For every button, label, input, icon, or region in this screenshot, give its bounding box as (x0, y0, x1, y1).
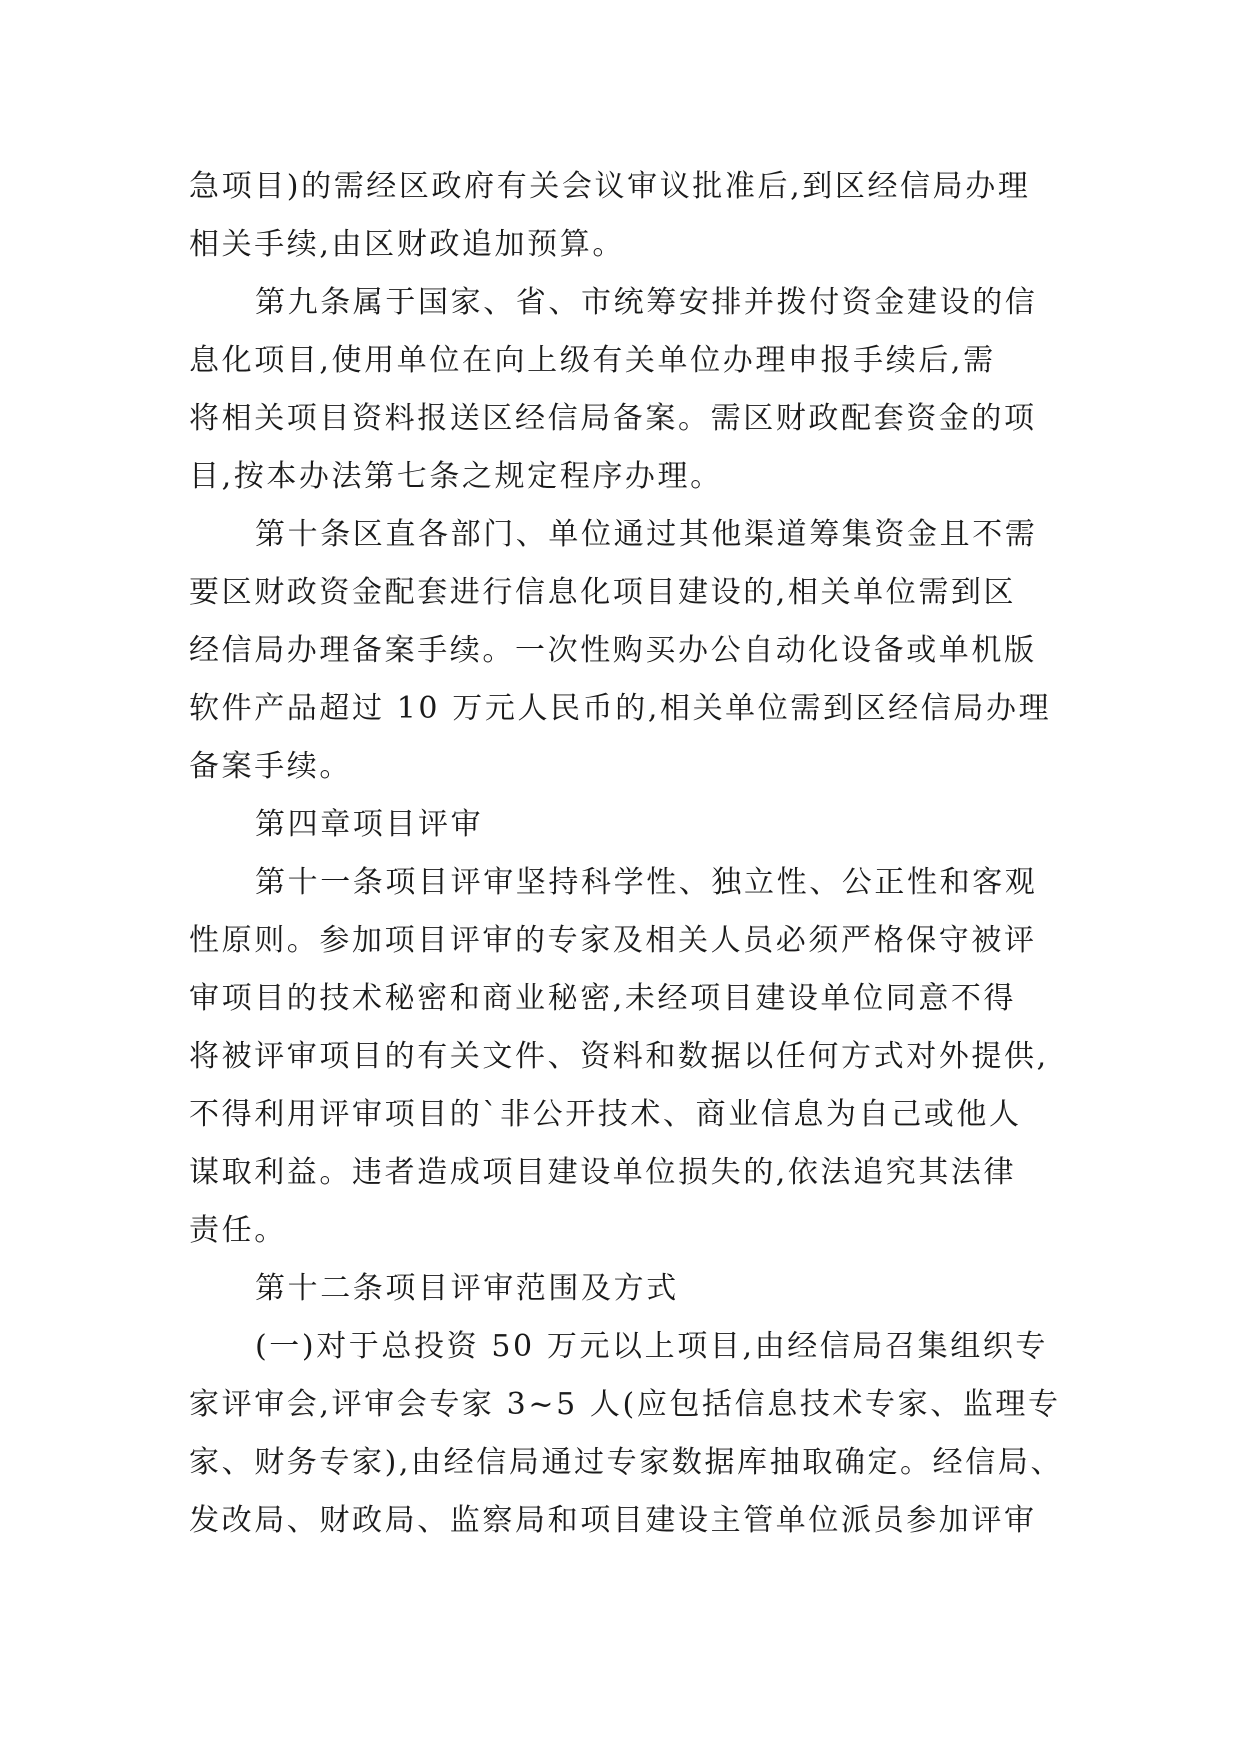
paragraph-start-article-9: 第九条属于国家、省、市统筹安排并拨付资金建设的信 (255, 285, 1038, 320)
text-line: 谋取利益。违者造成项目建设单位损失的,依法追究其法律 (189, 1155, 1017, 1190)
text-line: 将被评审项目的有关文件、资料和数据以任何方式对外提供, (189, 1039, 1049, 1074)
text-line: 经信局办理备案手续。一次性购买办公自动化设备或单机版 (189, 633, 1037, 668)
paragraph-start-article-12: 第十二条项目评审范围及方式 (255, 1271, 679, 1306)
text-line: 责任。 (189, 1213, 287, 1248)
text-line: 将相关项目资料报送区经信局备案。需区财政配套资金的项 (189, 401, 1037, 436)
text-line: 发改局、财政局、监察局和项目建设主管单位派员参加评审 (189, 1503, 1037, 1538)
text-line: 性原则。参加项目评审的专家及相关人员必须严格保守被评 (189, 923, 1037, 958)
text-line: 备案手续。 (189, 749, 352, 784)
paragraph-start-article-11: 第十一条项目评审坚持科学性、独立性、公正性和客观 (255, 865, 1038, 900)
text-line: 软件产品超过 10 万元人民币的,相关单位需到区经信局办理 (189, 691, 1052, 726)
text-line: 不得利用评审项目的`非公开技术、商业信息为自己或他人 (189, 1097, 1022, 1132)
text-line: 息化项目,使用单位在向上级有关单位办理申报手续后,需 (189, 343, 996, 378)
text-line: 急项目)的需经区政府有关会议审议批准后,到区经信局办理 (189, 169, 1031, 204)
text-line: 目,按本办法第七条之规定程序办理。 (189, 459, 723, 494)
text-line: 家评审会,评审会专家 3~5 人(应包括信息技术专家、监理专 (189, 1387, 1061, 1422)
text-line: 审项目的技术秘密和商业秘密,未经项目建设单位同意不得 (189, 981, 1017, 1016)
chapter-heading: 第四章项目评审 (255, 807, 484, 842)
document-body (189, 158, 1064, 1550)
paragraph-start-article-10: 第十条区直各部门、单位通过其他渠道筹集资金且不需 (255, 517, 1038, 552)
text-line: 家、财务专家),由经信局通过专家数据库抽取确定。经信局、 (189, 1445, 1064, 1480)
paragraph-start-item-1: (一)对于总投资 50 万元以上项目,由经信局召集组织专 (255, 1329, 1048, 1364)
text-line: 相关手续,由区财政追加预算。 (189, 227, 625, 262)
text-line: 要区财政资金配套进行信息化项目建设的,相关单位需到区 (189, 575, 1017, 610)
